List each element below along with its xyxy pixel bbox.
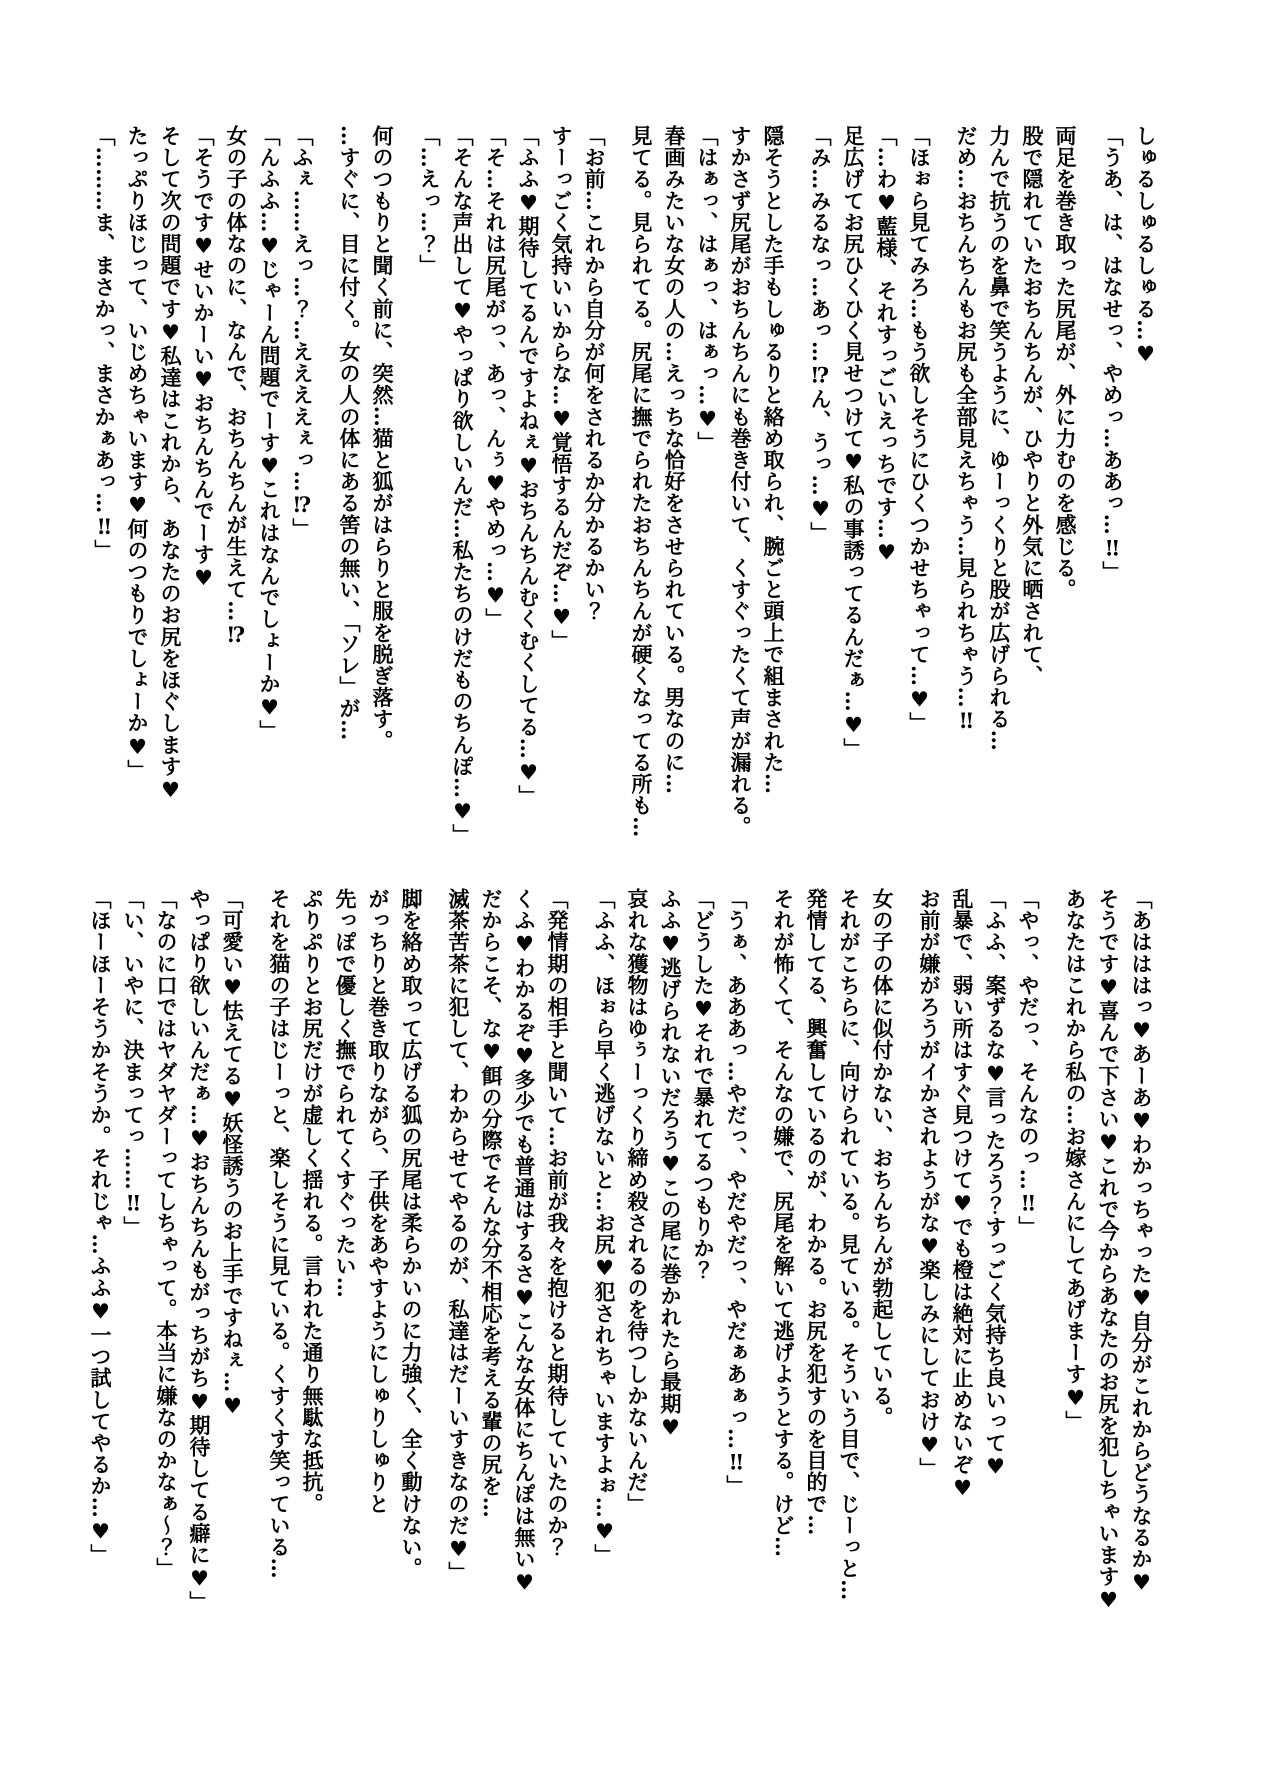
paragraph-group — [1059, 888, 1158, 1613]
text-column: それを猫の子はじーっと、楽しそうに見ている。くすくす笑っている… — [267, 888, 292, 1580]
text-column: 股で隠れていたおちんちんが、ひやりと外気に晒されて、 — [1020, 125, 1045, 687]
text-column: 先っぽで優しく撫でられてくすぐったい… — [333, 888, 358, 1299]
text-column: 「お前…これから自分が何をされるか分かるかい？ — [582, 125, 607, 622]
text-column: 「ほぉら見てみろ…もう欲しそうにひくつかせちゃって…♥」 — [907, 125, 932, 734]
text-column: 「どうした♥それで暴れてるつもりか？ — [691, 888, 716, 1281]
text-column: 「あはははっ♥あーあ♥わかっちゃった♥自分がこれからどうなるか♥ — [1129, 888, 1154, 1596]
text-column: 女の子の体なのに、なんで、おちんちんが生えて…⁉ — [224, 125, 249, 648]
text-column: 両足を巻き取った尻尾が、外に力むのを感じる。 — [1053, 125, 1078, 601]
paragraph-group — [413, 125, 611, 855]
upper-text-block — [88, 125, 1162, 855]
text-column: そうです♥喜んで下さい♥これで今からあなたのお尻を犯しちゃいます♥ — [1096, 888, 1121, 1613]
text-column: 「…えっ…？」 — [417, 125, 442, 277]
paragraph-group — [804, 125, 936, 855]
text-column: 哀れな獲物はゆぅーっくり締め殺されるのを待つしかないんだ」 — [625, 888, 650, 1515]
paragraph-group — [950, 125, 1082, 855]
text-column: 発情してる、興奮しているのが、わかる。お尻を犯すのを目的で… — [804, 888, 829, 1536]
text-column: 「発情期の相手と聞いて…お前が我々を抱けると期待していたのか？ — [545, 888, 570, 1558]
text-column: しゅるしゅるしゅる…♥ — [1133, 125, 1158, 367]
text-column: 「い、いやに、決まってっ……‼」 — [121, 888, 146, 1238]
text-column: だからこそ、な♥餌の分際でそんな分不相応を考える輩の尻を… — [479, 888, 504, 1519]
text-column: お前が嫌がろうがイかされようがな♥楽しみにしておけ♥」 — [917, 888, 942, 1480]
text-column: 「ふふ、案ずるな♥言ったろう？すっごく気持ち良いって♥ — [983, 888, 1008, 1480]
text-column: 「………ま、まさかっ、まさかぁあっ…‼」 — [92, 125, 117, 561]
text-column: 「ほーほーそうかそうか。それじゃ…ふふ♥一つ試してやるか…♥」 — [88, 888, 113, 1566]
text-column: 力んで抗うのを鼻で笑うように、ゆーっくりと股が広げられる… — [987, 125, 1012, 752]
text-column: あなたはこれから私の…お嫁さんにしてあげまーす♥」 — [1063, 888, 1088, 1432]
text-column: 「はぁっ、はぁっ、はぁっ…♥」 — [695, 125, 720, 453]
text-column: 乱暴で、弱い所はすぐ見つけて♥でも橙は絶対に止めないぞ♥ — [950, 888, 975, 1501]
text-column: だめ…おちんちんもお尻も全部見えちゃう…見られちゃう…‼ — [954, 125, 979, 734]
text-column: がっちりと巻き取りながら、子供をあやすようにしゅりしゅりと — [366, 888, 391, 1515]
paragraph-group — [625, 125, 790, 855]
text-column: たっぷりほじって、いじめちゃいます♥何のつもりでしょーか♥」 — [125, 125, 150, 781]
text-column: 見てる。見られてる。尻尾に撫でられたおちんちんが硬くなってる所も… — [629, 125, 654, 838]
text-column: 隠そうとした手もしゅるりと絡め取られ、腕ごと頭上で組まされた… — [761, 125, 786, 795]
text-column: ふふ♥逃げられないだろう♥この尾に巻かれたら最期♥ — [658, 888, 683, 1440]
text-column: 「ふぇ……えっ…？…ええええぇっ…⁉」 — [290, 125, 315, 540]
text-column: そして次の問題です♥私達はこれから、あなたのお尻をほぐします♥ — [158, 125, 183, 803]
text-column: 「やっ、やだっ、そんなのっ…‼」 — [1016, 888, 1041, 1238]
text-column: やっぱり欲しいんだぁ…♥おちんちんもがっちがち♥期待してる癖に♥」 — [187, 888, 212, 1613]
text-column: 脚を絡め取って広げる狐の尻尾は柔らかいのに力強く、全く動けない。 — [399, 888, 424, 1580]
text-column: 「んふふ…♥じゃーん問題でーす♥これはなんでしょーか♥」 — [257, 125, 282, 742]
paragraph-group — [913, 888, 1045, 1608]
text-column: …すぐに、目に付く。女の人の体にある筈の無い、「ソレ」が… — [337, 125, 362, 741]
text-column: 「ふふ♥期待してるんですよねぇ♥おちんちんむくむくしてる…♥」 — [516, 125, 541, 807]
paragraph-group — [263, 888, 428, 1608]
text-column: ぷりぷりとお尻だけが虚しく揺れる。言われた通り無駄な抵抗。 — [300, 888, 325, 1515]
paragraph-group — [1096, 125, 1162, 855]
text-column: 足広げてお尻ひくひく見せつけて♥私の事誘ってるんだぁ…♥」 — [841, 125, 866, 760]
text-column: 女の子の体に似付かない、おちんちんが勃起している。 — [870, 888, 895, 1428]
text-column: すーっごく気持いいからな…♥覚悟するんだぞ…♥」 — [549, 125, 574, 652]
lower-text-block — [84, 888, 1158, 1613]
text-column: それが怖くて、そんなの嫌で、尻尾を解いて逃げようとする。けど… — [771, 888, 796, 1558]
text-column: 「そうです♥せいかーい♥おちんちんでーす♥ — [191, 125, 216, 591]
text-column: くふ♥わかるぞ♥多少でも普通はするさ♥こんな女体にちんぽは無い♥ — [512, 888, 537, 1596]
text-column: 春画みたいな女の人の…えっちな恰好をさせられている。男なのに… — [662, 125, 687, 795]
paragraph-group — [442, 888, 574, 1608]
text-column: すかさず尻尾がおちんちんにも巻き付いて、くすぐったくて声が漏れる。 — [728, 125, 753, 838]
text-column: 何のつもりと聞く前に、突然…猫と狐がはらりと服を脱ぎ落す。 — [370, 125, 395, 752]
text-column: 「ふふ、ほぉら早く逃げないと…お尻♥犯されちゃいますよぉ…♥」 — [592, 888, 617, 1566]
text-column: 「そんな声出して♥やっぱり欲しいんだ…私たちのけだものちんぽ…♥」 — [450, 125, 475, 846]
text-column: それがこちらに、向けられている。見ている。そういう目で、じーっと… — [837, 888, 862, 1601]
text-column: 「可愛い♥怯えてる♥妖怪誘うのお上手ですねぇ…♥ — [220, 888, 245, 1419]
text-column: 「そ…それは尻尾がっ、あっ、んぅ♥やめっ…♥」 — [483, 125, 508, 630]
text-column: 「なのに口ではヤダヤダーってしちゃって。本当に嫌なのかなぁ～？」 — [154, 888, 179, 1580]
paragraph-group — [88, 125, 319, 855]
paragraph-group — [767, 888, 899, 1608]
paragraph-group — [333, 125, 399, 855]
text-column: 「うあ、は、はなせっ、やめっ…ああっ…‼」 — [1100, 125, 1125, 583]
paragraph-group — [84, 888, 249, 1613]
text-column: 「…わ♥藍様、それすっごいえっちです…♥ — [874, 125, 899, 565]
text-column: 滅茶苦茶に犯して、わからせてやるのが、私達はだーいすきなのだ♥」 — [446, 888, 471, 1584]
text-column: 「み…みるなっ…あっ…⁉ん、うっ…♥」 — [808, 125, 833, 544]
text-column: 「うぁ、あああっ…やだっ、やだやだっ、やだぁあぁっ…‼」 — [724, 888, 749, 1497]
paragraph-group — [588, 888, 753, 1608]
